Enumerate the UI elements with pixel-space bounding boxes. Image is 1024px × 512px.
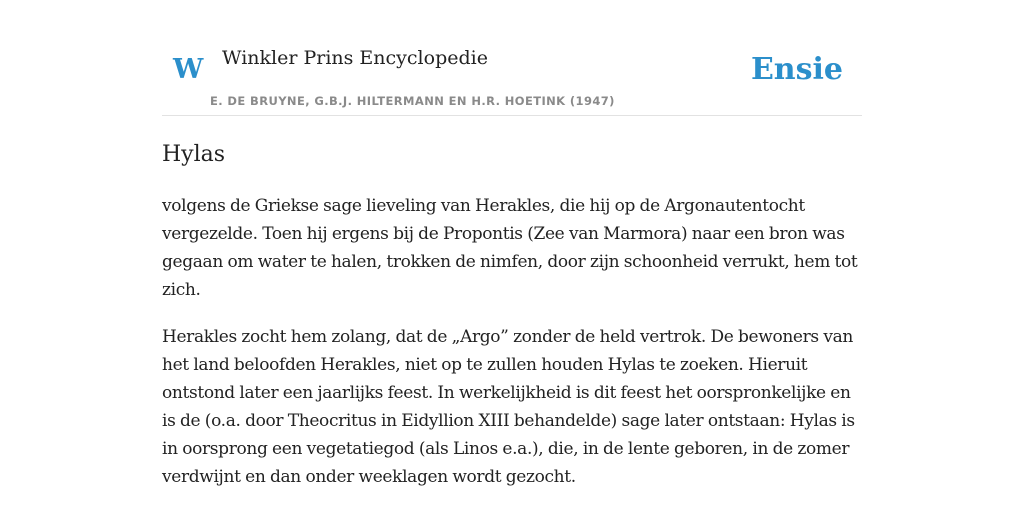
entry-paragraph: Herakles zocht hem zolang, dat de „Argo” zonder de held vertrok. De bewoners van het land beloofden Herakles, niet op te zullen houden Hylas te zoeken. Hieruit ontstond later een jaarlijks feest. In werkelijkheid is dit feest het oorspronkelijke en is de (o.a. door Theocritus in Eidyllion XIII behandelde) sage later ontstaan: Hylas is in oorsprong een vegetatiegod (als Linos e.a.), die, in de lente geboren, in de zomer verdwijnt en dan onder weeklagen wordt gezocht. (162, 327, 855, 487)
publication-header (162, 0, 862, 116)
ensie-brand-logo[interactable]: Ensie (750, 52, 843, 87)
publication-title[interactable]: Winkler Prins Encyclopedie (222, 47, 488, 69)
entry-paragraph: volgens de Griekse sage lieveling van Herakles, die hij op de Argonautentocht vergezelde. Toen hij ergens bij de Propontis (Zee van Marmora) naar een bron was gegaan om water te halen, trokken de nimfen, door zijn schoonheid verrukt, hem tot zich. (162, 196, 858, 300)
entry-title: Hylas (162, 142, 226, 167)
publication-logo-icon: W (173, 54, 204, 85)
page (162, 0, 862, 512)
entry-body (162, 192, 862, 510)
publication-authors: E. DE BRUYNE, G.B.J. HILTERMANN EN H.R. HOETINK (1947) (210, 94, 615, 108)
